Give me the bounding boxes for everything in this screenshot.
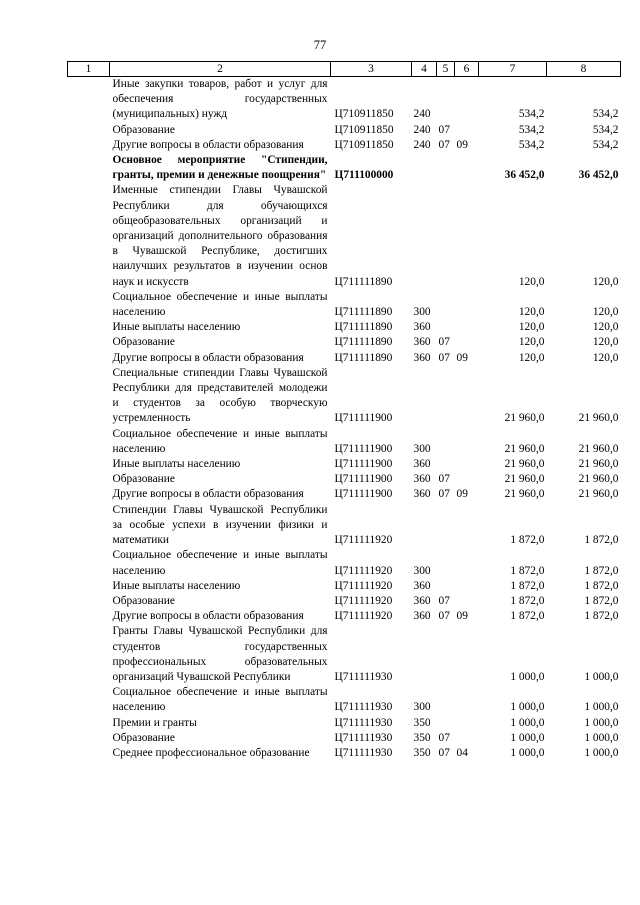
row-subsection: 09 — [456, 488, 468, 501]
row-expense-type: 240 — [413, 138, 431, 151]
row-value-col8: 21 960,0 — [578, 412, 619, 425]
row-expense-type: 360 — [413, 488, 431, 501]
row-name: Образование — [112, 731, 175, 744]
row-subsection — [455, 548, 479, 578]
column-header: 4 — [412, 62, 437, 77]
row-subsection — [455, 594, 479, 609]
row-value-col7: 1 872,0 — [510, 594, 545, 607]
row-section: 07 — [438, 336, 450, 349]
empty-cell — [68, 548, 110, 578]
column-header: 6 — [455, 62, 479, 77]
row-name: Образование — [112, 594, 175, 607]
row-code: Ц711111890 — [334, 351, 393, 364]
table-row — [68, 335, 621, 350]
column-header: 1 — [68, 62, 110, 77]
row-name: Другие вопросы в области образования — [112, 138, 304, 151]
row-section — [437, 624, 455, 685]
empty-cell — [68, 457, 110, 472]
empty-cell — [68, 290, 110, 320]
row-code: Ц711111900 — [334, 488, 393, 501]
column-header: 2 — [110, 62, 331, 77]
row-value-col8: 1 000,0 — [584, 701, 619, 714]
row-value-col8: 21 960,0 — [578, 488, 619, 501]
row-name: Иные выплаты населению — [112, 321, 241, 334]
row-value-col7: 21 960,0 — [504, 488, 545, 501]
row-section — [437, 716, 455, 731]
row-value-col7: 534,2 — [518, 138, 545, 151]
row-code: Ц711111920 — [334, 534, 393, 547]
row-code: Ц711111900 — [334, 473, 393, 486]
row-subsection — [455, 183, 479, 289]
row-subsection — [455, 503, 479, 549]
row-section — [437, 290, 455, 320]
table-row — [68, 487, 621, 502]
row-subsection — [455, 716, 479, 731]
row-value-col8: 120,0 — [592, 275, 619, 288]
row-name: Образование — [112, 123, 175, 136]
row-subsection — [455, 77, 479, 123]
row-expense-type: 300 — [413, 442, 431, 455]
row-name: Социальное обеспечение и иные выплаты населению — [112, 427, 328, 455]
row-code: Ц711111930 — [334, 670, 393, 683]
row-subsection: 09 — [456, 138, 468, 151]
row-subsection — [455, 427, 479, 457]
row-code: Ц711111930 — [334, 716, 393, 729]
table-row — [68, 290, 621, 320]
table-row — [68, 123, 621, 138]
row-code: Ц711111920 — [334, 579, 393, 592]
table-header-row — [68, 62, 621, 77]
table-row — [68, 153, 621, 183]
row-name: Социальное обеспечение и иные выплаты населению — [112, 549, 328, 577]
row-name: Другие вопросы в области образования — [112, 351, 304, 364]
row-expense-type: 360 — [413, 321, 431, 334]
row-code: Ц710911850 — [334, 108, 394, 121]
row-value-col8: 120,0 — [592, 351, 619, 364]
row-expense-type: 300 — [413, 701, 431, 714]
row-value-col8: 534,2 — [592, 108, 619, 121]
row-name: Основное мероприятие "Стипендии, гранты, премии и денежные поощрения" — [112, 154, 328, 182]
row-value-col7: 21 960,0 — [504, 412, 545, 425]
row-code: Ц711111920 — [334, 610, 393, 623]
row-value-col8: 1 000,0 — [584, 731, 619, 744]
row-name: Образование — [112, 336, 175, 349]
row-section: 07 — [438, 594, 450, 607]
row-expense-type — [412, 366, 437, 427]
row-code: Ц711111930 — [334, 731, 393, 744]
row-expense-type: 300 — [413, 564, 431, 577]
empty-cell — [68, 472, 110, 487]
row-value-col8: 534,2 — [592, 123, 619, 136]
row-value-col7: 120,0 — [518, 336, 545, 349]
row-code: Ц710911850 — [334, 123, 394, 136]
row-expense-type: 350 — [413, 731, 431, 744]
empty-cell — [68, 366, 110, 427]
empty-cell — [68, 716, 110, 731]
empty-cell — [68, 594, 110, 609]
row-expense-type: 360 — [413, 594, 431, 607]
row-name: Социальное обеспечение и иные выплаты населению — [112, 290, 328, 319]
row-section — [437, 427, 455, 457]
row-expense-type: 240 — [413, 123, 431, 136]
row-subsection — [455, 685, 479, 715]
row-name: Стипендии Главы Чувашской Республики за особые успехи в изучении физики и математики — [112, 503, 328, 547]
row-section — [437, 153, 455, 183]
row-name: Среднее профессиональное образование — [112, 746, 310, 759]
row-expense-type: 360 — [413, 336, 431, 349]
row-expense-type: 360 — [413, 351, 431, 364]
row-value-col8: 1 000,0 — [584, 746, 619, 759]
row-value-col8: 1 872,0 — [584, 594, 619, 607]
row-value-col8: 1 000,0 — [584, 670, 619, 683]
empty-cell — [68, 427, 110, 457]
row-name: Образование — [112, 473, 175, 486]
empty-cell — [68, 731, 110, 746]
row-subsection — [455, 731, 479, 746]
empty-cell — [68, 153, 110, 183]
row-code: Ц711111900 — [334, 442, 393, 455]
row-subsection — [455, 335, 479, 350]
row-name: Иные выплаты населению — [112, 458, 241, 471]
row-value-col8: 1 872,0 — [584, 534, 619, 547]
row-name: Иные выплаты населению — [112, 579, 241, 592]
row-code: Ц711111900 — [334, 458, 393, 471]
row-section — [437, 457, 455, 472]
column-header: 7 — [479, 62, 547, 77]
row-value-col7: 1 000,0 — [510, 716, 545, 729]
table-row — [68, 746, 621, 761]
row-subsection — [455, 624, 479, 685]
row-subsection — [455, 457, 479, 472]
row-code: Ц711111900 — [334, 412, 393, 425]
row-value-col7: 120,0 — [518, 275, 545, 288]
empty-cell — [68, 746, 110, 761]
row-section: 07 — [438, 123, 450, 136]
row-expense-type: 240 — [413, 108, 431, 121]
row-value-col8: 1 872,0 — [584, 579, 619, 592]
row-section — [437, 503, 455, 549]
row-code: Ц711111890 — [334, 321, 393, 334]
row-value-col8: 21 960,0 — [578, 458, 619, 471]
row-code: Ц711111930 — [334, 746, 393, 759]
row-section — [437, 548, 455, 578]
table-row — [68, 427, 621, 457]
row-value-col7: 1 872,0 — [510, 579, 545, 592]
empty-cell — [68, 487, 110, 502]
empty-cell — [68, 685, 110, 715]
table-row — [68, 685, 621, 715]
row-section: 07 — [438, 351, 450, 364]
row-code: Ц711111890 — [334, 336, 393, 349]
table-row — [68, 548, 621, 578]
table-row — [68, 320, 621, 335]
row-value-col7: 1 872,0 — [510, 534, 545, 547]
row-value-col7: 21 960,0 — [504, 473, 545, 486]
row-section: 07 — [438, 731, 450, 744]
column-header: 3 — [331, 62, 412, 77]
row-expense-type — [412, 624, 437, 685]
table-row — [68, 731, 621, 746]
row-value-col7: 1 000,0 — [510, 746, 545, 759]
row-name: Премии и гранты — [112, 716, 197, 729]
row-value-col8: 21 960,0 — [578, 473, 619, 486]
row-section: 07 — [438, 488, 450, 501]
row-name: Иные закупки товаров, работ и услуг для обеспечения государственных (муниципальных) нужд — [112, 78, 328, 121]
row-value-col7: 1 000,0 — [510, 731, 545, 744]
row-subsection: 09 — [456, 610, 468, 623]
row-value-col8: 1 872,0 — [584, 610, 619, 623]
empty-cell — [68, 123, 110, 138]
empty-cell — [68, 335, 110, 350]
empty-cell — [68, 351, 110, 366]
row-subsection — [455, 320, 479, 335]
table-body — [68, 77, 621, 762]
row-subsection: 04 — [456, 746, 468, 759]
table-row — [68, 472, 621, 487]
empty-cell — [68, 77, 110, 123]
table-row — [68, 579, 621, 594]
row-name: Другие вопросы в области образования — [112, 610, 304, 623]
row-subsection — [455, 153, 479, 183]
row-code: Ц711111920 — [334, 564, 393, 577]
table-row — [68, 594, 621, 609]
row-value-col8: 21 960,0 — [578, 442, 619, 455]
row-expense-type — [412, 503, 437, 549]
row-section: 07 — [438, 138, 450, 151]
row-subsection — [455, 472, 479, 487]
row-subsection — [455, 366, 479, 427]
row-code: Ц711111890 — [334, 275, 393, 288]
column-header: 8 — [547, 62, 621, 77]
row-expense-type — [412, 153, 437, 183]
table-row — [68, 609, 621, 624]
row-section — [437, 183, 455, 289]
row-code: Ц710911850 — [334, 138, 394, 151]
empty-cell — [68, 609, 110, 624]
row-value-col8: 1 872,0 — [584, 564, 619, 577]
row-expense-type: 300 — [413, 306, 431, 319]
row-value-col7: 21 960,0 — [504, 442, 545, 455]
empty-cell — [68, 503, 110, 549]
row-value-col7: 1 000,0 — [510, 701, 545, 714]
row-value-col7: 21 960,0 — [504, 458, 545, 471]
row-value-col7: 1 872,0 — [510, 610, 545, 623]
row-subsection — [455, 290, 479, 320]
row-value-col8: 1 000,0 — [584, 716, 619, 729]
row-section: 07 — [438, 610, 450, 623]
row-code: Ц711111890 — [334, 306, 393, 319]
row-name: Гранты Главы Чувашской Республики для студентов государственных профессиональных образовательных организаций Чувашской Республики — [112, 625, 328, 683]
empty-cell — [68, 138, 110, 153]
row-expense-type: 350 — [413, 716, 431, 729]
row-value-col7: 120,0 — [518, 321, 545, 334]
row-section — [437, 366, 455, 427]
row-value-col7: 1 000,0 — [510, 670, 545, 683]
row-value-col7: 1 872,0 — [510, 564, 545, 577]
row-subsection — [455, 123, 479, 138]
row-expense-type: 360 — [413, 458, 431, 471]
table-row — [68, 183, 621, 289]
row-name: Специальные стипендии Главы Чувашской Республики для представителей молодежи и студентов за особую творческую устремленность — [112, 366, 328, 425]
row-value-col7: 534,2 — [518, 123, 545, 136]
row-section: 07 — [438, 746, 450, 759]
row-code: Ц711100000 — [334, 169, 394, 182]
row-section — [437, 77, 455, 123]
empty-cell — [68, 579, 110, 594]
page-number: 77 — [313, 38, 327, 52]
empty-cell — [68, 624, 110, 685]
table-row — [68, 624, 621, 685]
row-code: Ц711111920 — [334, 594, 393, 607]
empty-cell — [68, 320, 110, 335]
row-value-col8: 120,0 — [592, 306, 619, 319]
column-header: 5 — [437, 62, 455, 77]
table-row — [68, 457, 621, 472]
row-name: Социальное обеспечение и иные выплаты населению — [112, 686, 328, 714]
table-row — [68, 366, 621, 427]
row-value-col7: 120,0 — [518, 306, 545, 319]
row-name: Другие вопросы в области образования — [112, 488, 304, 501]
row-value-col8: 120,0 — [592, 336, 619, 349]
row-subsection — [455, 579, 479, 594]
table-row — [68, 503, 621, 549]
table-row — [68, 138, 621, 153]
row-value-col7: 36 452,0 — [504, 169, 545, 182]
table-row — [68, 77, 621, 123]
row-name: Именные стипендии Главы Чувашской Республики для обучающихся общеобразовательных организаций и организаций дополнительного образования в Чувашской Республике, достигших наилучших результатов в изучении основ наук и искусств — [112, 184, 328, 288]
row-section — [437, 685, 455, 715]
row-expense-type: 350 — [413, 746, 431, 759]
row-section: 07 — [438, 473, 450, 486]
row-subsection: 09 — [456, 351, 468, 364]
table-row — [68, 351, 621, 366]
empty-cell — [68, 183, 110, 289]
row-expense-type: 360 — [413, 579, 431, 592]
row-value-col8: 120,0 — [592, 321, 619, 334]
row-expense-type: 360 — [413, 473, 431, 486]
row-value-col7: 120,0 — [518, 351, 545, 364]
row-section — [437, 579, 455, 594]
row-value-col7: 534,2 — [518, 108, 545, 121]
row-value-col8: 534,2 — [592, 138, 619, 151]
row-expense-type — [412, 183, 437, 289]
row-section — [437, 320, 455, 335]
row-code: Ц711111930 — [334, 701, 393, 714]
table-row — [68, 716, 621, 731]
row-expense-type: 360 — [413, 610, 431, 623]
budget-table — [67, 61, 621, 761]
row-value-col8: 36 452,0 — [578, 169, 619, 182]
